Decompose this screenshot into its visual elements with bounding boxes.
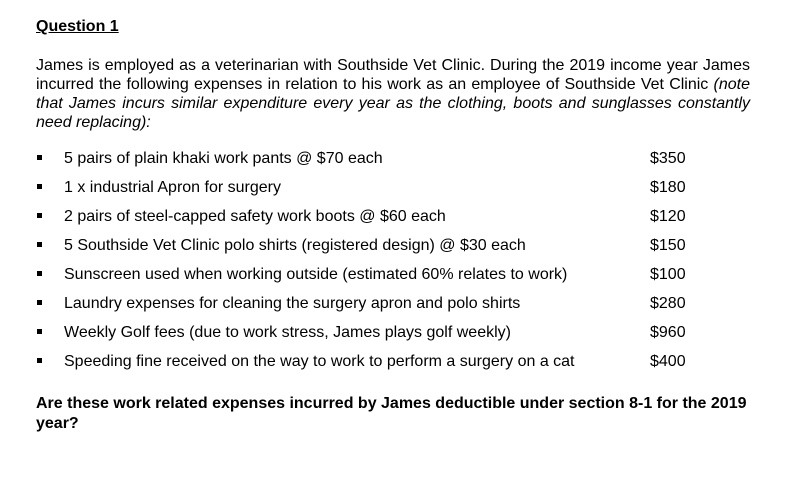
expense-amount: $960 <box>650 324 686 341</box>
expense-item <box>36 265 750 294</box>
expense-description: 2 pairs of steel-capped safety work boots @ $60 each <box>64 208 446 225</box>
expense-amount: $120 <box>650 208 686 225</box>
expense-item <box>36 323 750 352</box>
bullet-square-icon <box>37 358 42 363</box>
bullet-square-icon <box>37 329 42 334</box>
expense-item <box>36 178 750 207</box>
expense-list <box>36 149 750 381</box>
bullet-square-icon <box>37 242 42 247</box>
bullet-square-icon <box>37 155 42 160</box>
bullet-square-icon <box>37 184 42 189</box>
expense-item <box>36 207 750 236</box>
expense-description: Laundry expenses for cleaning the surgery apron and polo shirts <box>64 295 521 312</box>
expense-item <box>36 294 750 323</box>
bullet-square-icon <box>37 213 42 218</box>
expense-description: Weekly Golf fees (due to work stress, James plays golf weekly) <box>64 324 511 341</box>
question-title: Question 1 <box>36 18 119 35</box>
expense-amount: $150 <box>650 237 686 254</box>
question-prompt: Are these work related expenses incurred by James deductible under section 8-1 for the 2019 year? <box>36 395 747 432</box>
bullet-square-icon <box>37 300 42 305</box>
expense-description: Sunscreen used when working outside (estimated 60% relates to work) <box>64 266 568 283</box>
expense-description: 5 pairs of plain khaki work pants @ $70 each <box>64 150 383 167</box>
expense-amount: $280 <box>650 295 686 312</box>
scenario-paragraph <box>36 56 750 132</box>
expense-item <box>36 149 750 178</box>
expense-description: Speeding fine received on the way to work to perform a surgery on a cat <box>64 353 575 370</box>
expense-item <box>36 352 750 381</box>
expense-description: 5 Southside Vet Clinic polo shirts (registered design) @ $30 each <box>64 237 526 254</box>
scenario-note: (note that James incurs similar expenditure every year as the clothing, boots and sunglasses constantly need replacing): <box>36 76 750 131</box>
expense-description: 1 x industrial Apron for surgery <box>64 179 281 196</box>
scenario-text: James is employed as a veterinarian with Southside Vet Clinic. During the 2019 income year James incurred the following expenses in relation to his work as an employee of Southside Vet Clinic <box>36 57 750 93</box>
expense-amount: $100 <box>650 266 686 283</box>
expense-item <box>36 236 750 265</box>
document-page <box>36 17 750 434</box>
expense-amount: $180 <box>650 179 686 196</box>
expense-amount: $350 <box>650 150 686 167</box>
expense-amount: $400 <box>650 353 686 370</box>
bullet-square-icon <box>37 271 42 276</box>
